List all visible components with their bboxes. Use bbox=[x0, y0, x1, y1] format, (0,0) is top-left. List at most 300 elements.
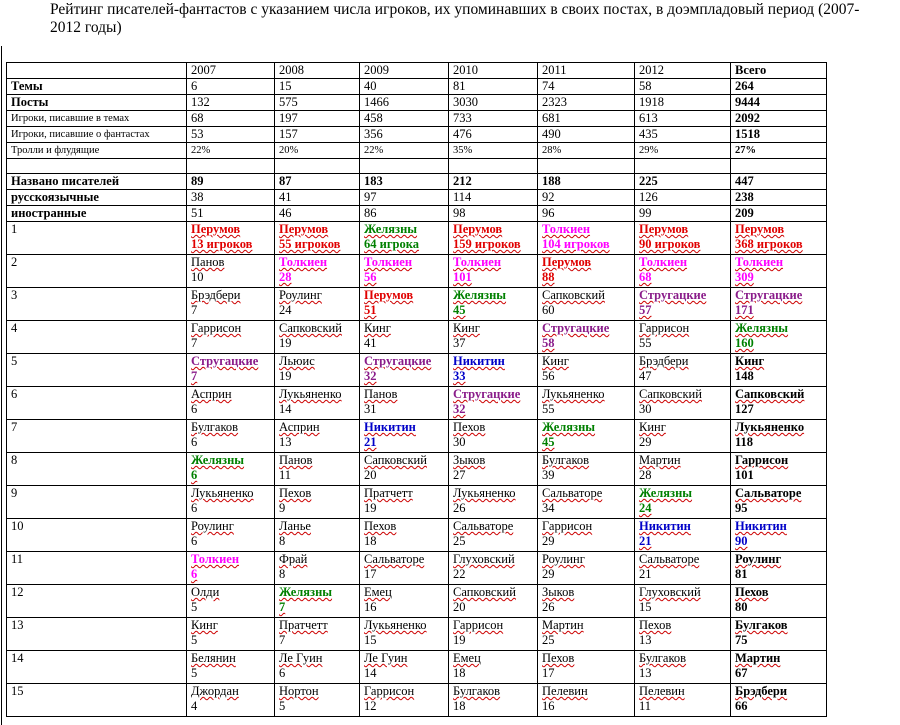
writer-cell bbox=[635, 255, 731, 288]
writer-name: Сальваторе bbox=[364, 552, 425, 566]
player-count: 28 bbox=[639, 468, 652, 482]
writer-name: Перумов bbox=[453, 222, 503, 236]
writer-cell bbox=[275, 486, 360, 519]
writer-cell bbox=[187, 255, 275, 288]
writer-cell bbox=[635, 552, 731, 585]
stat-row bbox=[7, 79, 827, 95]
player-count: 41 bbox=[364, 336, 377, 350]
writer-name: Пехов bbox=[542, 651, 575, 665]
writer-cell bbox=[275, 222, 360, 255]
player-count: 368 игроков bbox=[735, 237, 803, 251]
player-count: 37 bbox=[453, 336, 466, 350]
writer-name: Гаррисон bbox=[364, 684, 415, 698]
stat-value: 3030 bbox=[449, 95, 538, 111]
player-count: 90 bbox=[735, 534, 748, 548]
writer-cell bbox=[731, 387, 827, 420]
stat-value: 81 bbox=[449, 79, 538, 95]
player-count: 33 bbox=[453, 369, 466, 383]
stat-value: 74 bbox=[538, 79, 635, 95]
writer-cell bbox=[187, 222, 275, 255]
player-count: 17 bbox=[364, 567, 377, 581]
empty-cell bbox=[275, 159, 360, 174]
player-count: 5 bbox=[191, 600, 198, 614]
writer-name: Асприн bbox=[279, 420, 320, 434]
writer-cell bbox=[635, 288, 731, 321]
stat-value: 197 bbox=[275, 111, 360, 127]
player-count: 6 bbox=[279, 666, 286, 680]
writer-name: Толкиен bbox=[453, 255, 502, 269]
player-count: 5 bbox=[279, 699, 286, 713]
writer-cell bbox=[635, 519, 731, 552]
player-count: 7 bbox=[279, 600, 286, 614]
writer-cell bbox=[449, 354, 538, 387]
count-value: 126 bbox=[635, 190, 731, 206]
writer-cell bbox=[449, 618, 538, 651]
writer-name: Гаррисон bbox=[639, 321, 690, 335]
writers-count-row bbox=[7, 190, 827, 206]
writer-cell bbox=[538, 585, 635, 618]
player-count: 18 bbox=[453, 699, 466, 713]
writer-cell bbox=[538, 618, 635, 651]
writer-cell bbox=[449, 651, 538, 684]
player-count: 11 bbox=[279, 468, 292, 482]
player-count: 29 bbox=[542, 567, 555, 581]
rank-number: 1 bbox=[7, 222, 187, 255]
rank-row bbox=[7, 486, 827, 519]
stat-value: 35% bbox=[449, 143, 538, 159]
count-value: 183 bbox=[360, 174, 449, 190]
writer-name: Перумов bbox=[639, 222, 689, 236]
writer-cell bbox=[731, 453, 827, 486]
rank-number: 4 bbox=[7, 321, 187, 354]
stat-value: 9444 bbox=[731, 95, 827, 111]
rank-number: 6 bbox=[7, 387, 187, 420]
writer-cell bbox=[635, 420, 731, 453]
player-count: 20 bbox=[453, 600, 466, 614]
stat-value: 20% bbox=[275, 143, 360, 159]
writer-cell bbox=[275, 387, 360, 420]
row-label: Игроки, писавшие о фантастах bbox=[7, 127, 187, 143]
rank-row bbox=[7, 453, 827, 486]
writer-name: Перумов bbox=[735, 222, 785, 236]
stat-value: 15 bbox=[275, 79, 360, 95]
writer-name: Пехов bbox=[735, 585, 769, 599]
player-count: 13 bbox=[279, 435, 292, 449]
writer-name: Толкиен bbox=[279, 255, 328, 269]
row-label: Темы bbox=[7, 79, 187, 95]
writer-name: Глуховский bbox=[639, 585, 701, 599]
writer-cell bbox=[538, 519, 635, 552]
writer-name: Кинг bbox=[735, 354, 765, 368]
writer-cell bbox=[275, 684, 360, 717]
player-count: 7 bbox=[191, 303, 198, 317]
stat-value: 29% bbox=[635, 143, 731, 159]
writer-cell bbox=[275, 618, 360, 651]
table-body bbox=[7, 63, 827, 717]
stat-value: 1466 bbox=[360, 95, 449, 111]
stat-value: 476 bbox=[449, 127, 538, 143]
column-header: 2010 bbox=[449, 63, 538, 79]
writer-cell bbox=[275, 585, 360, 618]
writers-rating-table bbox=[6, 62, 827, 717]
writer-name: Брэдбери bbox=[639, 354, 689, 368]
writer-cell bbox=[360, 684, 449, 717]
player-count: 24 bbox=[639, 501, 652, 515]
writer-name: Булгаков bbox=[639, 651, 687, 665]
writer-name: Зыков bbox=[453, 453, 486, 467]
writer-name: Стругацкие bbox=[639, 288, 707, 302]
player-count: 20 bbox=[364, 468, 377, 482]
writer-name: Лукьяненко bbox=[279, 387, 342, 401]
stat-value: 2323 bbox=[538, 95, 635, 111]
writer-cell bbox=[731, 354, 827, 387]
writer-name: Толкиен bbox=[542, 222, 591, 236]
writer-name: Никитин bbox=[453, 354, 505, 368]
writer-cell bbox=[187, 684, 275, 717]
stat-row bbox=[7, 111, 827, 127]
rank-number: 5 bbox=[7, 354, 187, 387]
row-label: иностранные bbox=[7, 206, 187, 222]
writer-cell bbox=[731, 651, 827, 684]
writer-name: Роулинг bbox=[279, 288, 322, 302]
player-count: 32 bbox=[364, 369, 377, 383]
player-count: 16 bbox=[364, 600, 377, 614]
writer-cell bbox=[635, 618, 731, 651]
empty-cell bbox=[360, 159, 449, 174]
writer-cell bbox=[360, 651, 449, 684]
writer-cell bbox=[538, 552, 635, 585]
row-label: русскоязычные bbox=[7, 190, 187, 206]
writer-name: Белянин bbox=[191, 651, 236, 665]
header-row bbox=[7, 63, 827, 79]
player-count: 88 bbox=[542, 270, 555, 284]
rank-row bbox=[7, 618, 827, 651]
writer-name: Желязны bbox=[542, 420, 596, 434]
rank-row bbox=[7, 420, 827, 453]
writer-cell bbox=[275, 255, 360, 288]
writer-cell bbox=[538, 486, 635, 519]
writer-name: Кинг bbox=[542, 354, 569, 368]
writer-cell bbox=[449, 288, 538, 321]
player-count: 18 bbox=[364, 534, 377, 548]
rank-number: 11 bbox=[7, 552, 187, 585]
writer-cell bbox=[449, 420, 538, 453]
writer-name: Сапковский bbox=[453, 585, 516, 599]
rank-number: 2 bbox=[7, 255, 187, 288]
writer-cell bbox=[187, 651, 275, 684]
writer-name: Сальваторе bbox=[639, 552, 700, 566]
count-value: 98 bbox=[449, 206, 538, 222]
row-label: Посты bbox=[7, 95, 187, 111]
writer-cell bbox=[187, 585, 275, 618]
row-label: Названо писателей bbox=[7, 174, 187, 190]
column-header bbox=[7, 63, 187, 79]
rank-row bbox=[7, 585, 827, 618]
stat-value: 2092 bbox=[731, 111, 827, 127]
writer-cell bbox=[449, 486, 538, 519]
writer-name: Толкиен bbox=[191, 552, 240, 566]
writer-cell bbox=[360, 552, 449, 585]
player-count: 13 игроков bbox=[191, 237, 253, 251]
writer-cell bbox=[275, 519, 360, 552]
player-count: 80 bbox=[735, 600, 748, 614]
stat-value: 22% bbox=[187, 143, 275, 159]
player-count: 6 bbox=[191, 501, 198, 515]
writer-name: Стругацкие bbox=[364, 354, 432, 368]
empty-cell bbox=[538, 159, 635, 174]
writer-cell bbox=[538, 288, 635, 321]
writer-name: Стругацкие bbox=[191, 354, 259, 368]
writer-cell bbox=[538, 321, 635, 354]
player-count: 55 bbox=[542, 402, 555, 416]
rank-number: 15 bbox=[7, 684, 187, 717]
stat-value: 22% bbox=[360, 143, 449, 159]
stat-value: 157 bbox=[275, 127, 360, 143]
writer-cell bbox=[731, 321, 827, 354]
writer-cell bbox=[731, 519, 827, 552]
writer-name: Кинг bbox=[364, 321, 391, 335]
stat-value: 132 bbox=[187, 95, 275, 111]
writer-name: Сапковский bbox=[364, 453, 427, 467]
count-value: 238 bbox=[731, 190, 827, 206]
writer-name: Стругацкие bbox=[542, 321, 610, 335]
rank-number: 12 bbox=[7, 585, 187, 618]
writer-cell bbox=[731, 420, 827, 453]
writer-cell bbox=[187, 321, 275, 354]
player-count: 56 bbox=[364, 270, 377, 284]
count-value: 41 bbox=[275, 190, 360, 206]
writer-cell bbox=[731, 288, 827, 321]
player-count: 171 bbox=[735, 303, 754, 317]
writer-cell bbox=[635, 486, 731, 519]
writer-name: Льюис bbox=[279, 354, 315, 368]
writer-name: Гаррисон bbox=[191, 321, 242, 335]
stat-value: 490 bbox=[538, 127, 635, 143]
writer-name: Желязны bbox=[364, 222, 418, 236]
writer-cell bbox=[731, 222, 827, 255]
writer-name: Мартин bbox=[542, 618, 584, 632]
writer-name: Пратчетт bbox=[279, 618, 328, 632]
writer-name: Асприн bbox=[191, 387, 232, 401]
rank-number: 13 bbox=[7, 618, 187, 651]
player-count: 27 bbox=[453, 468, 466, 482]
writer-name: Желязны bbox=[639, 486, 693, 500]
writer-cell bbox=[360, 354, 449, 387]
player-count: 45 bbox=[542, 435, 555, 449]
writer-name: Лукьяненко bbox=[364, 618, 427, 632]
writer-name: Сапковский bbox=[279, 321, 342, 335]
writer-name: Пехов bbox=[364, 519, 397, 533]
player-count: 148 bbox=[735, 369, 754, 383]
empty-cell bbox=[731, 159, 827, 174]
writer-name: Желязны bbox=[191, 453, 245, 467]
writer-cell bbox=[449, 684, 538, 717]
player-count: 7 bbox=[191, 369, 198, 383]
writer-name: Перумов bbox=[191, 222, 241, 236]
writer-name: Лукьяненко bbox=[542, 387, 605, 401]
writer-cell bbox=[635, 387, 731, 420]
writer-name: Кинг bbox=[639, 420, 666, 434]
writer-cell bbox=[635, 585, 731, 618]
column-header: 2011 bbox=[538, 63, 635, 79]
player-count: 57 bbox=[639, 303, 652, 317]
writer-cell bbox=[449, 387, 538, 420]
writer-name: Никитин bbox=[364, 420, 416, 434]
writer-cell bbox=[360, 486, 449, 519]
page-margin-line bbox=[1, 46, 2, 725]
count-value: 212 bbox=[449, 174, 538, 190]
count-value: 86 bbox=[360, 206, 449, 222]
writer-cell bbox=[275, 651, 360, 684]
writer-name: Перумов bbox=[542, 255, 592, 269]
writer-cell bbox=[275, 321, 360, 354]
stat-value: 53 bbox=[187, 127, 275, 143]
writer-name: Роулинг bbox=[191, 519, 234, 533]
writer-name: Булгаков bbox=[735, 618, 788, 632]
player-count: 30 bbox=[639, 402, 652, 416]
writer-name: Брэдбери bbox=[735, 684, 788, 698]
writer-name: Сальваторе bbox=[542, 486, 603, 500]
writer-name: Нортон bbox=[279, 684, 319, 698]
writer-cell bbox=[449, 453, 538, 486]
player-count: 24 bbox=[279, 303, 292, 317]
player-count: 101 bbox=[453, 270, 472, 284]
player-count: 26 bbox=[542, 600, 555, 614]
stat-value: 1518 bbox=[731, 127, 827, 143]
writer-name: Перумов bbox=[364, 288, 414, 302]
empty-cell bbox=[449, 159, 538, 174]
writer-name: Роулинг bbox=[735, 552, 782, 566]
writer-name: Пратчетт bbox=[364, 486, 413, 500]
writer-cell bbox=[449, 321, 538, 354]
writer-name: Стругацкие bbox=[735, 288, 803, 302]
stat-value: 458 bbox=[360, 111, 449, 127]
writer-name: Панов bbox=[279, 453, 313, 467]
player-count: 6 bbox=[191, 534, 198, 548]
count-value: 97 bbox=[360, 190, 449, 206]
writer-cell bbox=[449, 255, 538, 288]
player-count: 104 игроков bbox=[542, 237, 610, 251]
count-value: 114 bbox=[449, 190, 538, 206]
stat-value: 681 bbox=[538, 111, 635, 127]
writer-name: Никитин bbox=[735, 519, 787, 533]
player-count: 309 bbox=[735, 270, 754, 284]
player-count: 15 bbox=[639, 600, 652, 614]
count-value: 209 bbox=[731, 206, 827, 222]
player-count: 95 bbox=[735, 501, 748, 515]
player-count: 7 bbox=[279, 633, 286, 647]
writer-cell bbox=[187, 288, 275, 321]
writer-cell bbox=[275, 354, 360, 387]
count-value: 99 bbox=[635, 206, 731, 222]
player-count: 56 bbox=[542, 369, 555, 383]
stat-value: 40 bbox=[360, 79, 449, 95]
writer-name: Лукьяненко bbox=[191, 486, 254, 500]
writer-name: Сапковский bbox=[735, 387, 805, 401]
player-count: 14 bbox=[279, 402, 292, 416]
writer-name: Перумов bbox=[279, 222, 329, 236]
rank-row bbox=[7, 321, 827, 354]
player-count: 8 bbox=[279, 567, 286, 581]
writer-name: Желязны bbox=[735, 321, 789, 335]
writer-cell bbox=[731, 486, 827, 519]
player-count: 55 игроков bbox=[279, 237, 341, 251]
writer-name: Емец bbox=[364, 585, 392, 599]
writer-cell bbox=[449, 222, 538, 255]
writer-name: Пелевин bbox=[639, 684, 685, 698]
stat-value: 27% bbox=[731, 143, 827, 159]
player-count: 75 bbox=[735, 633, 748, 647]
player-count: 6 bbox=[191, 567, 198, 581]
player-count: 19 bbox=[364, 501, 377, 515]
player-count: 160 bbox=[735, 336, 754, 350]
player-count: 8 bbox=[279, 534, 286, 548]
player-count: 60 bbox=[542, 303, 555, 317]
stat-value: 613 bbox=[635, 111, 731, 127]
writer-name: Мартин bbox=[735, 651, 781, 665]
writer-cell bbox=[731, 255, 827, 288]
player-count: 32 bbox=[453, 402, 466, 416]
player-count: 6 bbox=[191, 468, 198, 482]
writer-cell bbox=[449, 552, 538, 585]
count-value: 89 bbox=[187, 174, 275, 190]
count-value: 38 bbox=[187, 190, 275, 206]
stat-value: 733 bbox=[449, 111, 538, 127]
writer-name: Роулинг bbox=[542, 552, 585, 566]
writer-name: Пехов bbox=[453, 420, 486, 434]
rank-number: 9 bbox=[7, 486, 187, 519]
player-count: 29 bbox=[542, 534, 555, 548]
writer-cell bbox=[538, 453, 635, 486]
writer-cell bbox=[538, 387, 635, 420]
writer-cell bbox=[360, 255, 449, 288]
writer-name: Панов bbox=[364, 387, 398, 401]
rank-number: 3 bbox=[7, 288, 187, 321]
rank-row bbox=[7, 222, 827, 255]
player-count: 68 bbox=[639, 270, 652, 284]
player-count: 64 игрока bbox=[364, 237, 419, 251]
writer-name: Глуховский bbox=[453, 552, 515, 566]
player-count: 22 bbox=[453, 567, 466, 581]
writer-name: Гаррисон bbox=[542, 519, 593, 533]
player-count: 25 bbox=[453, 534, 466, 548]
writer-name: Панов bbox=[191, 255, 225, 269]
column-header: 2007 bbox=[187, 63, 275, 79]
writer-name: Сапковский bbox=[639, 387, 702, 401]
rank-number: 7 bbox=[7, 420, 187, 453]
player-count: 14 bbox=[364, 666, 377, 680]
writer-cell bbox=[187, 552, 275, 585]
player-count: 6 bbox=[191, 402, 198, 416]
rank-number: 8 bbox=[7, 453, 187, 486]
writer-cell bbox=[187, 387, 275, 420]
player-count: 47 bbox=[639, 369, 652, 383]
writer-cell bbox=[449, 585, 538, 618]
player-count: 25 bbox=[542, 633, 555, 647]
player-count: 17 bbox=[542, 666, 555, 680]
writer-cell bbox=[360, 618, 449, 651]
writer-cell bbox=[187, 519, 275, 552]
player-count: 66 bbox=[735, 699, 748, 713]
player-count: 26 bbox=[453, 501, 466, 515]
stat-value: 68 bbox=[187, 111, 275, 127]
player-count: 19 bbox=[279, 369, 292, 383]
column-header: Всего bbox=[731, 63, 827, 79]
stat-value: 264 bbox=[731, 79, 827, 95]
writer-cell bbox=[275, 288, 360, 321]
stat-value: 356 bbox=[360, 127, 449, 143]
writer-cell bbox=[187, 354, 275, 387]
